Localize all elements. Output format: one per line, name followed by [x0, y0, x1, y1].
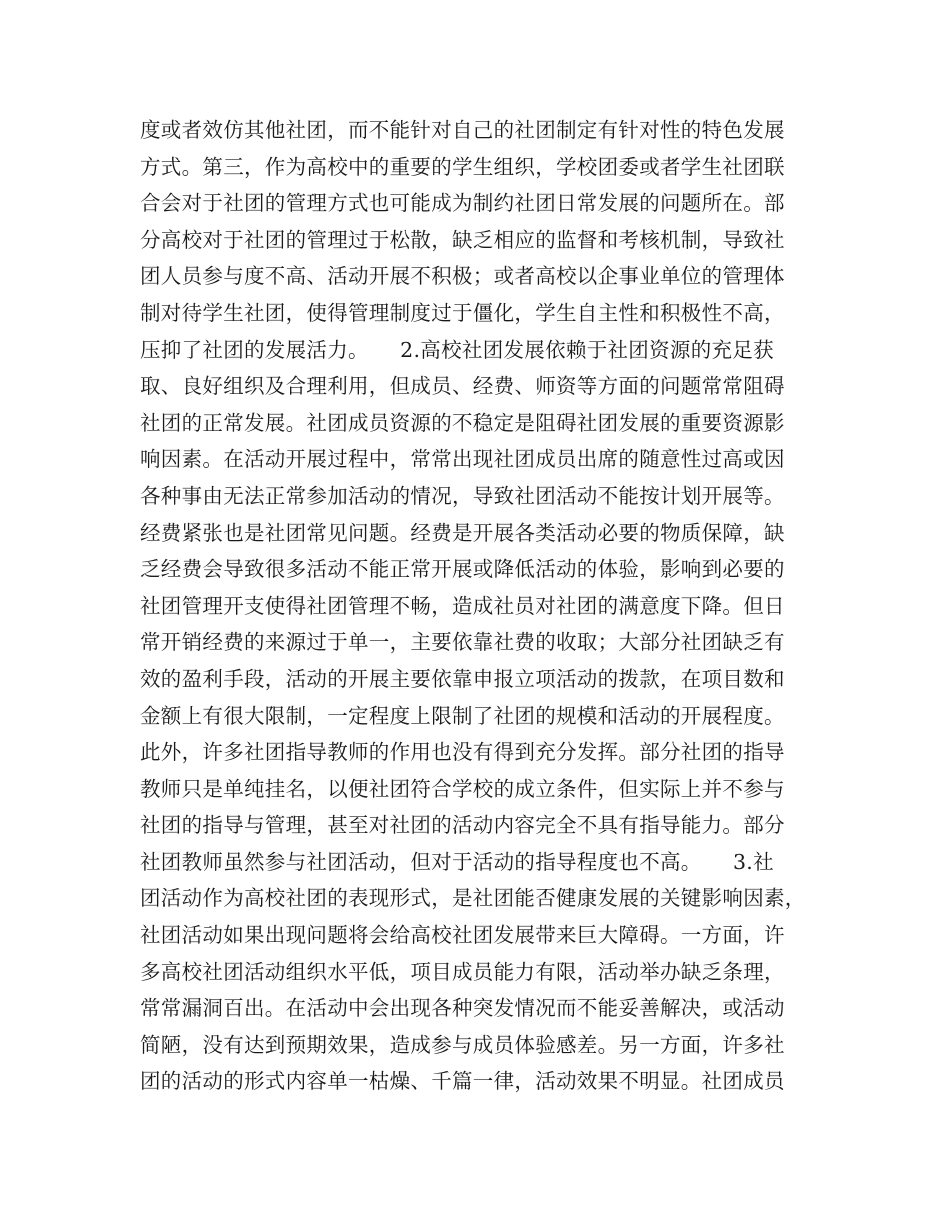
text-line: 社团管理开支使得社团管理不畅，造成社员对社团的满意度下降。但日 — [140, 593, 785, 618]
text-line: 合会对于社团的管理方式也可能成为制约社团日常发展的问题所在。部 — [140, 191, 785, 216]
text-line: 分高校对于社团的管理过于松散，缺乏相应的监督和考核机制，导致社 — [140, 227, 785, 252]
body-text — [140, 112, 840, 1100]
text-line: 制对待学生社团，使得管理制度过于僵化，学生自主性和积极性不高， — [140, 300, 785, 325]
text-line: 各种事由无法正常参加活动的情况，导致社团活动不能按计划开展等。 — [140, 483, 785, 508]
text-line: 方式。第三，作为高校中的重要的学生组织，学校团委或者学生社团联 — [140, 154, 785, 179]
text-line: 社团的正常发展。社团成员资源的不稳定是阻碍社团发展的重要资源影 — [140, 410, 785, 435]
text-line: 多高校社团活动组织水平低，项目成员能力有限，活动举办缺乏条理， — [140, 959, 785, 984]
text-line: 团活动作为高校社团的表现形式，是社团能否健康发展的关键影响因素， — [140, 886, 806, 911]
text-line: 常常漏洞百出。在活动中会出现各种突发情况而不能妥善解决，或活动 — [140, 996, 785, 1021]
text-line: 金额上有很大限制，一定程度上限制了社团的规模和活动的开展程度。 — [140, 703, 785, 728]
text-line: 团人员参与度不高、活动开展不积极；或者高校以企事业单位的管理体 — [140, 264, 785, 289]
text-line: 常开销经费的来源过于单一，主要依靠社费的收取；大部分社团缺乏有 — [140, 630, 785, 655]
text-line: 取、良好组织及合理利用，但成员、经费、师资等方面的问题常常阻碍 — [140, 374, 785, 399]
text-line: 简陋，没有达到预期效果，造成参与成员体验感差。另一方面，许多社 — [140, 1032, 785, 1057]
text-line: 社团的指导与管理，甚至对社团的活动内容完全不具有指导能力。部分 — [140, 813, 785, 838]
text-line: 社团教师虽然参与社团活动，但对于活动的指导程度也不高。 3.社 — [140, 849, 774, 874]
text-line: 度或者效仿其他社团，而不能针对自己的社团制定有针对性的特色发展 — [140, 118, 785, 142]
text-line: 压抑了社团的发展活力。 2.高校社团发展依赖于社团资源的充足获 — [140, 337, 774, 362]
text-line: 响因素。在活动开展过程中，常常出现社团成员出席的随意性过高或因 — [140, 447, 785, 472]
text-line: 此外，许多社团指导教师的作用也没有得到充分发挥。部分社团的指导 — [140, 740, 785, 765]
text-line: 社团活动如果出现问题将会给高校社团发展带来巨大障碍。一方面，许 — [140, 923, 785, 948]
text-line: 效的盈利手段，活动的开展主要依靠申报立项活动的拨款，在项目数和 — [140, 666, 785, 691]
text-line: 乏经费会导致很多活动不能正常开展或降低活动的体验，影响到必要的 — [140, 557, 785, 582]
text-line: 教师只是单纯挂名，以便社团符合学校的成立条件，但实际上并不参与 — [140, 776, 785, 801]
text-line: 团的活动的形式内容单一枯燥、千篇一律，活动效果不明显。社团成员 — [140, 1069, 785, 1094]
text-line: 经费紧张也是社团常见问题。经费是开展各类活动必要的物质保障，缺 — [140, 520, 785, 545]
